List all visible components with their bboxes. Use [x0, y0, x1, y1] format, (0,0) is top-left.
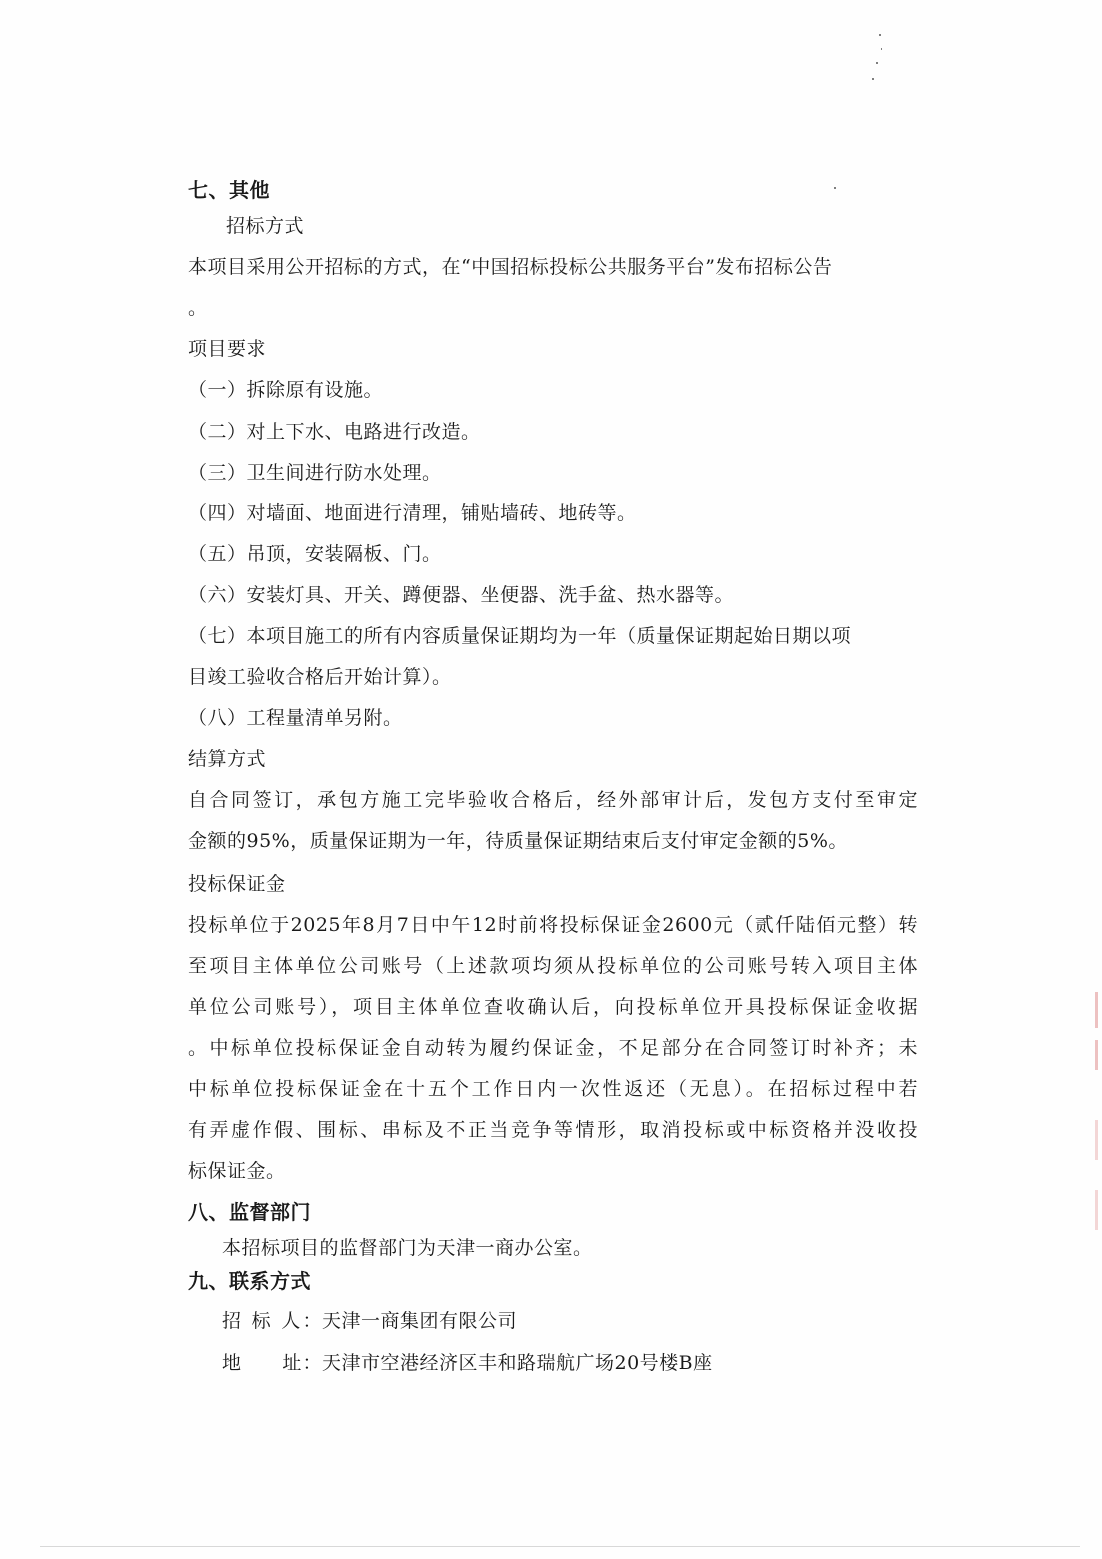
requirement-item: 目竣工验收合格后开始计算）。 — [188, 666, 452, 688]
section9-heading: 九、联系方式 — [188, 1269, 311, 1293]
seal-edge-mark — [1095, 992, 1098, 1028]
tenderer-row — [222, 1308, 952, 1334]
seal-edge-mark — [1095, 1120, 1098, 1160]
requirement-item: （五）吊顶，安装隔板、门。 — [188, 543, 442, 565]
address-row — [222, 1350, 952, 1376]
tenderer-label: 招 标 人： — [222, 1310, 322, 1332]
requirement-item: （八）工程量清单另附。 — [188, 707, 403, 729]
requirement-item: （一）拆除原有设施。 — [188, 379, 384, 401]
deposit-text-line: 。中标单位投标保证金自动转为履约保证金，不足部分在合同签订时补齐；未 — [188, 1037, 918, 1059]
settlement-text-line2: 金额的95%，质量保证期为一年，待质量保证期结束后支付审定金额的5%。 — [188, 830, 848, 852]
supervision-text: 本招标项目的监督部门为天津一商办公室。 — [222, 1237, 593, 1259]
deposit-text-line: 有弄虚作假、围标、串标及不正当竞争等情形，取消投标或中标资格并没收投 — [188, 1119, 918, 1141]
bidding-method-title: 招标方式 — [226, 215, 305, 237]
bidding-method-text-line1: 本项目采用公开招标的方式，在“中国招标投标公共服务平台”发布招标公告 — [188, 256, 833, 278]
tenderer-value: 天津一商集团有限公司 — [322, 1310, 518, 1332]
seal-edge-mark — [1095, 1190, 1098, 1230]
settlement-title: 结算方式 — [188, 748, 267, 770]
scan-bottom-edge — [40, 1546, 1080, 1547]
deposit-text-line: 中标单位投标保证金在十五个工作日内一次性返还（无息）。在招标过程中若 — [188, 1078, 918, 1100]
deposit-text-line: 投标单位于2025年8月7日中午12时前将投标保证金2600元（贰仟陆佰元整）转 — [188, 914, 918, 936]
deposit-text-line: 至项目主体单位公司账号（上述款项均须从投标单位的公司账号转入项目主体 — [188, 955, 918, 977]
requirement-item: （四）对墙面、地面进行清理，铺贴墙砖、地砖等。 — [188, 502, 637, 524]
deposit-title: 投标保证金 — [188, 873, 286, 895]
seal-edge-mark — [1095, 1040, 1098, 1070]
deposit-text-line: 单位公司账号），项目主体单位查收确认后，向投标单位开具投标保证金收据 — [188, 996, 918, 1018]
bidding-method-text-line2: 。 — [188, 297, 208, 319]
requirement-item: （二）对上下水、电路进行改造。 — [188, 421, 481, 443]
address-label: 地 址： — [222, 1352, 322, 1374]
requirement-item: （三）卫生间进行防水处理。 — [188, 462, 442, 484]
deposit-text-line: 标保证金。 — [188, 1160, 286, 1182]
address-value: 天津市空港经济区丰和路瑞航广场20号楼B座 — [322, 1352, 713, 1374]
settlement-text-line1: 自合同签订，承包方施工完毕验收合格后，经外部审计后，发包方支付至审定 — [188, 789, 918, 811]
requirement-item: （七）本项目施工的所有内容质量保证期均为一年（质量保证期起始日期以项 — [188, 625, 852, 647]
requirement-item: （六）安装灯具、开关、蹲便器、坐便器、洗手盆、热水器等。 — [188, 584, 735, 606]
project-requirements-title: 项目要求 — [188, 338, 267, 360]
section7-heading: 七、其他 — [188, 178, 270, 202]
section8-heading: 八、监督部门 — [188, 1200, 311, 1224]
